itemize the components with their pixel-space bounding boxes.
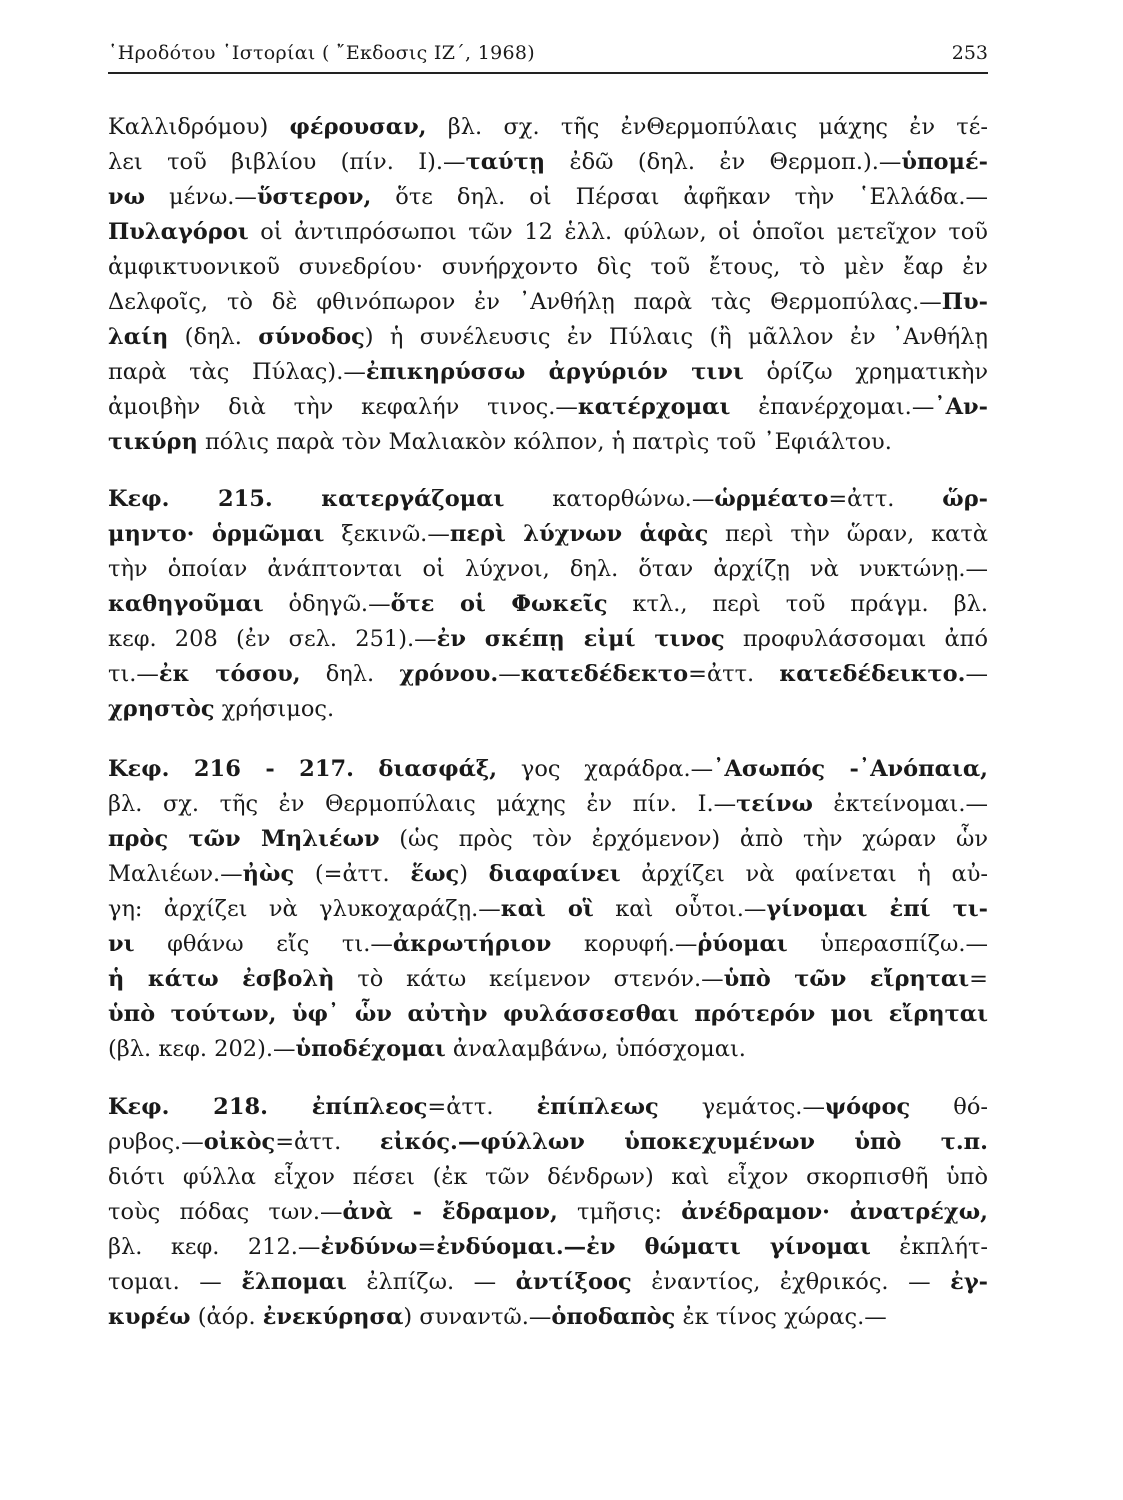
text-span: ξεκινῶ.— bbox=[324, 521, 450, 547]
text-span: ἐδῶ (δηλ. ἐν Θερμοπ.).— bbox=[545, 149, 902, 175]
text-line bbox=[108, 1032, 988, 1066]
bold-term: ὅτε οἱ Φωκεῖς bbox=[390, 591, 608, 617]
bold-term: ὑπὸ τῶν εἴρηται bbox=[723, 966, 970, 992]
text-line bbox=[108, 215, 988, 249]
bold-term: ἠὼς bbox=[242, 861, 295, 887]
text-line bbox=[108, 250, 988, 284]
text-span: (=ἀττ. bbox=[294, 861, 411, 887]
bold-term: ἐν σκέπῃ εἰμί τινος bbox=[436, 626, 725, 652]
text-line bbox=[108, 355, 988, 389]
text-span: βλ. σχ. τῆς ἐνΘερμοπύλαις μάχης ἐν τέ- bbox=[426, 114, 988, 140]
bold-term: ὑπομέ- bbox=[901, 149, 988, 175]
bold-term: κατεδέδεκτο bbox=[520, 661, 689, 687]
text-span: (βλ. κεφ. 202).— bbox=[108, 1036, 296, 1062]
text-span: βλ. σχ. τῆς ἐν Θερμοπύλαις μάχης ἐν πίν. Ι.— bbox=[108, 791, 737, 817]
text-span: ἀρχίζει νὰ φαίνεται ἡ αὐ- bbox=[620, 861, 988, 887]
text-span: ὁδηγῶ.— bbox=[263, 591, 391, 617]
text-line bbox=[108, 1300, 988, 1334]
bold-term: κατέρχομαι bbox=[577, 394, 731, 420]
bold-term: περὶ λύχνων ἁφὰς bbox=[449, 521, 709, 547]
text-span: δηλ. bbox=[300, 661, 400, 687]
text-line bbox=[108, 1265, 988, 1299]
text-span: ἐναντίος, ἐχθρικός. — bbox=[631, 1269, 951, 1295]
bold-term: νι bbox=[108, 931, 135, 957]
text-span: βλ. κεφ. 212.— bbox=[108, 1234, 321, 1260]
text-span: — bbox=[965, 661, 988, 687]
text-span: =ἀττ. bbox=[427, 1094, 537, 1120]
text-span: γος χαράδρα.— bbox=[497, 756, 714, 782]
text-line bbox=[108, 285, 988, 319]
bold-term: νω bbox=[108, 184, 146, 210]
text-span: διότι φύλλα εἶχον πέσει (ἐκ τῶν δένδρων) καὶ εἶχον σκορπισθῆ ὑπὸ bbox=[108, 1164, 988, 1190]
text-line bbox=[108, 390, 988, 424]
text-span: (ἀόρ. bbox=[190, 1304, 263, 1330]
text-line bbox=[108, 692, 988, 726]
text-line bbox=[108, 962, 988, 996]
text-line bbox=[108, 1230, 988, 1264]
bold-term: ἐγ- bbox=[950, 1269, 989, 1295]
text-span: (δηλ. bbox=[168, 324, 259, 350]
bold-term: μηντο· ὁρμῶμαι bbox=[108, 521, 325, 547]
bold-term: ἡ κάτω ἐσβολὴ bbox=[108, 966, 335, 992]
text-span: ὁρίζω χρηματικὴν bbox=[743, 359, 988, 385]
text-span: ἀναλαμβάνω, ὑπόσχομαι. bbox=[445, 1036, 746, 1062]
bold-term: ὡρμέατο bbox=[714, 486, 829, 512]
bold-term: ῥύομαι bbox=[697, 931, 788, 957]
text-span: ὑπερασπίζω.— bbox=[787, 931, 989, 957]
text-line bbox=[108, 482, 988, 516]
text-line bbox=[108, 180, 988, 214]
text-span: τι.— bbox=[108, 661, 159, 687]
text-line bbox=[108, 320, 988, 354]
text-span: οἱ ἀντιπρόσωποι τῶν 12 ἑλλ. φύλων, οἱ ὁποῖοι μετεῖχον τοῦ bbox=[248, 219, 988, 245]
text-line bbox=[108, 927, 988, 961]
text-span: Καλλιδρόμου) bbox=[108, 114, 290, 140]
text-span: — bbox=[498, 661, 521, 687]
text-span: γεμάτος.— bbox=[658, 1094, 825, 1120]
text-line bbox=[108, 1090, 988, 1124]
bold-term: τικύρη bbox=[108, 429, 198, 455]
text-line bbox=[108, 857, 988, 891]
bold-term: Πυ- bbox=[941, 289, 988, 315]
bold-term: φέρουσαν, bbox=[289, 114, 427, 140]
text-span: χρήσιμος. bbox=[214, 696, 335, 722]
bold-term: ταύτῃ bbox=[465, 149, 546, 175]
text-span: ) ἡ συνέλευσις ἐν Πύλαις (ἢ μᾶλλον ἐν ᾿Ανθήλῃ bbox=[364, 324, 988, 350]
text-line bbox=[108, 1160, 988, 1194]
text-line bbox=[108, 1195, 988, 1229]
text-line bbox=[108, 892, 988, 926]
bold-term: Κεφ. 215. κατεργάζομαι bbox=[108, 486, 505, 512]
text-span: κατορθώνω.— bbox=[504, 486, 715, 512]
text-span: ἀμοιβὴν διὰ τὴν κεφαλήν τινος.— bbox=[108, 394, 578, 420]
bold-term: ψόφος bbox=[824, 1094, 911, 1120]
text-line bbox=[108, 110, 988, 144]
bold-term: ᾿Αν- bbox=[934, 394, 988, 420]
text-span: προφυλάσσομαι ἀπό bbox=[724, 626, 988, 652]
bold-term: διαφαίνει bbox=[488, 861, 621, 887]
text-span: ὅτε δηλ. οἱ Πέρσαι ἀφῆκαν τὴν ῾Ελλάδα.— bbox=[371, 184, 988, 210]
bold-term: Κεφ. 218. ἐπίπλεος bbox=[108, 1094, 428, 1120]
header-title: ῾Ηροδότου ῾Ιστορίαι ( ῎Εκδοσις ΙΖ΄, 1968) bbox=[108, 42, 535, 64]
bold-term: ὑπὸ τούτων, ὑφ᾿ ὧν αὐτὴν φυλάσσεσθαι πρότερόν μοι εἴρηται bbox=[108, 1001, 988, 1027]
text-span: =ἀττ. bbox=[828, 486, 943, 512]
text-span: (ὡς πρὸς τὸν ἐρχόμενον) ἀπὸ τὴν χώραν ὧν bbox=[379, 826, 988, 852]
bold-term: χρηστὸς bbox=[108, 696, 215, 722]
bold-term: ὑποδέχομαι bbox=[295, 1036, 446, 1062]
bold-term: χρόνου. bbox=[399, 661, 499, 687]
text-span: καὶ οὗτοι.— bbox=[593, 896, 767, 922]
bold-term: καθηγοῦμαι bbox=[108, 591, 264, 617]
text-span: ἐπανέρχομαι.— bbox=[730, 394, 935, 420]
bold-term: ὥρ- bbox=[942, 486, 989, 512]
text-span: περὶ τὴν ὥραν, κατὰ bbox=[708, 521, 989, 547]
text-span: ἀμφικτυονικοῦ συνεδρίου· συνήρχοντο δὶς τοῦ ἔτους, τὸ μὲν ἔαρ ἐν bbox=[108, 254, 988, 280]
bold-term: ἕως bbox=[410, 861, 460, 887]
bold-term: ᾿Ασωπός -᾿Ανόπαια, bbox=[713, 756, 988, 782]
text-line bbox=[108, 622, 988, 656]
text-span: λει τοῦ βιβλίου (πίν. Ι).— bbox=[108, 149, 466, 175]
bold-term: εἰκός.—φύλλων ὑποκεχυμένων ὑπὸ τ.π. bbox=[379, 1129, 988, 1155]
bold-term: ἐνεκύρησα bbox=[262, 1304, 404, 1330]
text-span: ρυβος.— bbox=[108, 1129, 204, 1155]
text-line bbox=[108, 787, 988, 821]
text-line bbox=[108, 425, 988, 459]
text-span: Μαλιέων.— bbox=[108, 861, 243, 887]
text-line bbox=[108, 752, 988, 786]
text-line bbox=[108, 1125, 988, 1159]
text-span: ἐκ τίνος χώρας.— bbox=[675, 1304, 887, 1330]
bold-term: ἀντίξοος bbox=[515, 1269, 632, 1295]
bold-term: λαίη bbox=[108, 324, 169, 350]
text-span: παρὰ τὰς Πύλας).— bbox=[108, 359, 366, 385]
bold-term: ἐπικηρύσσω ἀργύριόν τινι bbox=[365, 359, 744, 385]
text-span: φθάνω εἴς τι.— bbox=[134, 931, 393, 957]
bold-term: ὁποδαπὸς bbox=[551, 1304, 676, 1330]
text-span: μένω.— bbox=[145, 184, 257, 210]
text-span: =ἀττ. bbox=[275, 1129, 380, 1155]
bold-term: Κεφ. 216 - 217. διασφάξ, bbox=[108, 756, 498, 782]
text-span: Δελφοῖς, τὸ δὲ φθινόπωρον ἐν ᾿Ανθήλῃ παρὰ τὰς Θερμοπύλας.— bbox=[108, 289, 942, 315]
bold-term: ἔλπομαι bbox=[241, 1269, 347, 1295]
text-line bbox=[108, 552, 988, 586]
text-line bbox=[108, 822, 988, 856]
bold-term: ἀκρωτήριον bbox=[392, 931, 552, 957]
text-line bbox=[108, 997, 988, 1031]
text-span: = bbox=[417, 1234, 437, 1260]
text-span: τομαι. — bbox=[108, 1269, 242, 1295]
bold-term: ἐκ τόσου, bbox=[158, 661, 301, 687]
text-span: =ἀττ. bbox=[688, 661, 780, 687]
bold-term: ἀνέδραμον· ἀνατρέχω, bbox=[681, 1199, 988, 1225]
text-span: πόλις παρὰ τὸν Μαλιακὸν κόλπον, ἡ πατρὶς τοῦ ᾿Εφιάλτου. bbox=[197, 429, 892, 455]
text-span: θό- bbox=[910, 1094, 988, 1120]
text-span: ) συναντῶ.— bbox=[403, 1304, 552, 1330]
text-line bbox=[108, 517, 988, 551]
bold-term: οἰκὸς bbox=[203, 1129, 276, 1155]
text-line bbox=[108, 657, 988, 691]
bold-term: ἐπίπλεως bbox=[536, 1094, 659, 1120]
text-span: ἐκπλήτ- bbox=[870, 1234, 988, 1260]
text-span: γη: ἀρχίζει νὰ γλυκοχαράζῃ.— bbox=[108, 896, 501, 922]
bold-term: καὶ οἳ bbox=[500, 896, 594, 922]
text-span: κτλ., περὶ τοῦ πράγμ. βλ. bbox=[607, 591, 988, 617]
bold-term: γίνομαι ἐπί τι- bbox=[766, 896, 988, 922]
text-span: τμῆσις: bbox=[557, 1199, 682, 1225]
text-line bbox=[108, 587, 988, 621]
bold-term: σύνοδος bbox=[258, 324, 365, 350]
text-span: τὸ κάτω κείμενον στενόν.— bbox=[334, 966, 724, 992]
page-number: 253 bbox=[951, 42, 988, 64]
running-header bbox=[108, 40, 988, 74]
text-span: = bbox=[969, 966, 988, 992]
text-span: ἐλπίζω. — bbox=[346, 1269, 516, 1295]
text-span: τὴν ὁποίαν ἀνάπτονται οἱ λύχνοι, δηλ. ὅταν ἀρχίζῃ νὰ νυκτώνῃ.— bbox=[108, 556, 988, 582]
bold-term: ἀνὰ - ἔδραμον, bbox=[342, 1199, 558, 1225]
bold-term: Πυλαγόροι bbox=[108, 219, 249, 245]
text-span: κεφ. 208 (ἐν σελ. 251).— bbox=[108, 626, 437, 652]
bold-term: κυρέω bbox=[108, 1304, 191, 1330]
bold-term: ἐνδύνω bbox=[320, 1234, 418, 1260]
text-span: ἐκτείνομαι.— bbox=[812, 791, 989, 817]
bold-term: τείνω bbox=[736, 791, 813, 817]
text-span: κορυφή.— bbox=[551, 931, 698, 957]
text-span: ) bbox=[459, 861, 489, 887]
bold-term: κατεδέδεικτο. bbox=[779, 661, 966, 687]
bold-term: ὕστερον, bbox=[256, 184, 372, 210]
text-span: τοὺς πόδας των.— bbox=[108, 1199, 343, 1225]
bold-term: ἐνδύομαι.—ἐν θώματι γίνομαι bbox=[436, 1234, 871, 1260]
bold-term: πρὸς τῶν Μηλιέων bbox=[108, 826, 380, 852]
text-line bbox=[108, 145, 988, 179]
